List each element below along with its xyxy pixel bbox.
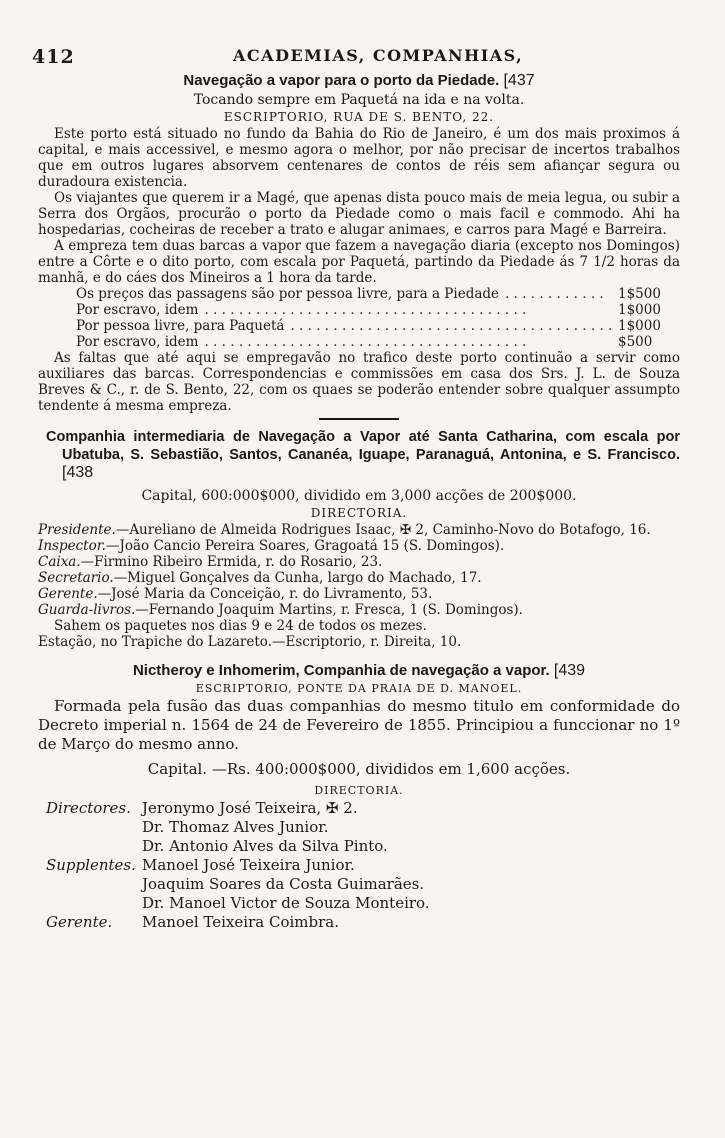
page-number: 412 (32, 46, 75, 68)
director: Dr. Antonio Alves da Silva Pinto. (142, 837, 388, 855)
price-value: 1$000 (618, 318, 661, 334)
member-line: Presidente.—Aureliano de Almeida Rodrigues Isaac, ✠ 2, Caminho-Novo do Botafogo, 16. (38, 522, 651, 538)
supplente: Joaquim Soares da Costa Guimarães. (142, 875, 425, 893)
supplentes-label: Supplentes. (46, 856, 136, 874)
member-line: Secretario.—Miguel Gonçalves da Cunha, largo do Machado, 17. (38, 570, 482, 586)
member-line: Guarda-livros.—Fernando Joaquim Martins, r. Fresca, 1 (S. Domingos). (38, 602, 523, 618)
running-title: ACADEMIAS, COMPANHIAS, (233, 46, 524, 65)
price-row: Por escravo, idem . . . . . . . . . . . . . . . . . . . . . . . . . . . . . . . . . . . . . . 1$000 (76, 302, 680, 318)
sailings: Sahem os paquetes nos dias 9 e 24 de todos os mezes. (54, 618, 427, 634)
price-value: $500 (618, 334, 653, 350)
directors-list (38, 522, 680, 650)
section-title-text: Nictheroy e Inhomerim, Companhia de navegação a vapor. (132, 662, 550, 679)
price-row: Por pessoa livre, para Paquetá . . . . . . . . . . . . . . . . . . . . . . . . . . . . . . . . . . . . . . 1$000 (76, 318, 680, 334)
section-title-text: Companhia intermediaria de Navegação a Vapor até Santa Catharina, com escala por Ubatuba, S. Sebastião, Santos, Cananéa, Iguape, Paranaguá, Antonina, e S. Francisco. (46, 429, 680, 463)
member-line: Gerente.—José Maria da Conceição, r. do Livramento, 53. (38, 586, 433, 602)
paragraph: Os viajantes que querem ir a Magé, que apenas dista pouco mais de meia legua, ou subir a Serra dos Orgãos, procurão o porto da Piedade como o mais facil e commodo. Ahi ha hospedarias, cocheiras de receber a trato e alugar animaes, e carros para Magé e Barreira. (38, 190, 680, 238)
director: Jeronymo José Teixeira, ✠ 2. (142, 799, 358, 817)
director: Dr. Thomaz Alves Junior. (142, 818, 329, 836)
section-438 (38, 428, 680, 650)
paragraph-block (38, 697, 680, 754)
section-title (46, 428, 680, 482)
paragraph: Formada pela fusão das duas companhias do mesmo titulo em conformidade do Decreto imperial n. 1564 de 24 de Fevereiro de 1855. Principiou a funccionar no 1º de Março do mesmo anno. (38, 697, 680, 753)
paragraph: As faltas que até aqui se empregavão no trafico deste porto continuão a servir como auxiliares das barcas. Correspondencias e commissões em casa dos Srs. J. L. de Souza Breves & C., r. de S. Bento, 22, com os quaes se poderão entender sobre qualquer assumpto tendente á mesma empreza. (38, 350, 680, 414)
member-line: Caixa.—Firmino Ribeiro Ermida, r. do Rosario, 23. (38, 554, 383, 570)
gerente: Manoel Teixeira Coimbra. (142, 913, 339, 931)
page (32, 44, 680, 932)
section-number: [439 (553, 662, 586, 679)
supplente: Dr. Manoel Victor de Souza Monteiro. (142, 894, 430, 912)
section-437 (38, 72, 680, 414)
supplente: Manoel José Teixeira Junior. (142, 856, 355, 874)
running-head (32, 44, 680, 72)
capital: Capital, 600:000$000, dividido em 3,000 acções de 200$000. (141, 488, 577, 504)
divider (319, 418, 399, 420)
section-title (38, 72, 680, 90)
station: Estação, no Trapiche do Lazareto.—Escriptorio, r. Direita, 10. (38, 634, 462, 650)
office-address: ESCRIPTORIO, RUA DE S. BENTO, 22. (223, 110, 495, 124)
section-subtitle: Tocando sempre em Paquetá na ida e na volta. (193, 92, 525, 108)
section-number: [437 (503, 72, 535, 89)
directores-label: Directores. (46, 799, 131, 817)
price-label: Por pessoa livre, para Paquetá (76, 318, 285, 334)
board-table (46, 799, 680, 932)
price-row: Os preços das passagens são por pessoa livre, para a Piedade . . . . . . . . . . . . 1$500 (76, 286, 680, 302)
paragraph: A empreza tem duas barcas a vapor que fazem a navegação diaria (excepto nos Domingos) entre a Côrte e o dito porto, com escala por Paquetá, partindo da Piedade ás 7 1/2 horas da manhã, e do cáes dos Mineiros a 1 hora da tarde. (38, 238, 680, 286)
price-list (38, 286, 680, 350)
section-number: [438 (62, 464, 94, 481)
section-title-text: Navegação a vapor para o porto da Piedade. (183, 72, 500, 89)
gerente-label: Gerente. (46, 913, 113, 931)
paragraph: Este porto está situado no fundo da Bahia do Rio de Janeiro, é um dos mais proximos á capital, e mais accessivel, e mesmo agora o melhor, por não precisar de incertos trabalhos que em outros lugares absorvem centenares de contos de réis sem afiançar segura ou duradoura existencia. (38, 126, 680, 190)
price-value: 1$000 (618, 302, 661, 318)
directoria-heading: DIRECTORIA. (314, 784, 404, 797)
office-address: ESCRIPTORIO, PONTE DA PRAIA DE D. MANOEL. (195, 682, 523, 695)
price-value: 1$500 (618, 286, 661, 302)
price-label: Os preços das passagens são por pessoa livre, para a Piedade (76, 286, 500, 302)
section-title (38, 662, 680, 680)
directoria-heading: DIRECTORIA. (310, 506, 408, 520)
price-label: Por escravo, idem (76, 302, 199, 318)
price-label: Por escravo, idem (76, 334, 199, 350)
capital: Capital. —Rs. 400:000$000, divididos em 1,600 acções. (147, 760, 571, 778)
price-row: Por escravo, idem . . . . . . . . . . . . . . . . . . . . . . . . . . . . . . . . . . . . . . $500 (76, 334, 680, 350)
member-line: Inspector.—João Cancio Pereira Soares, Gragoatá 15 (S. Domingos). (38, 538, 505, 554)
section-439 (38, 662, 680, 932)
